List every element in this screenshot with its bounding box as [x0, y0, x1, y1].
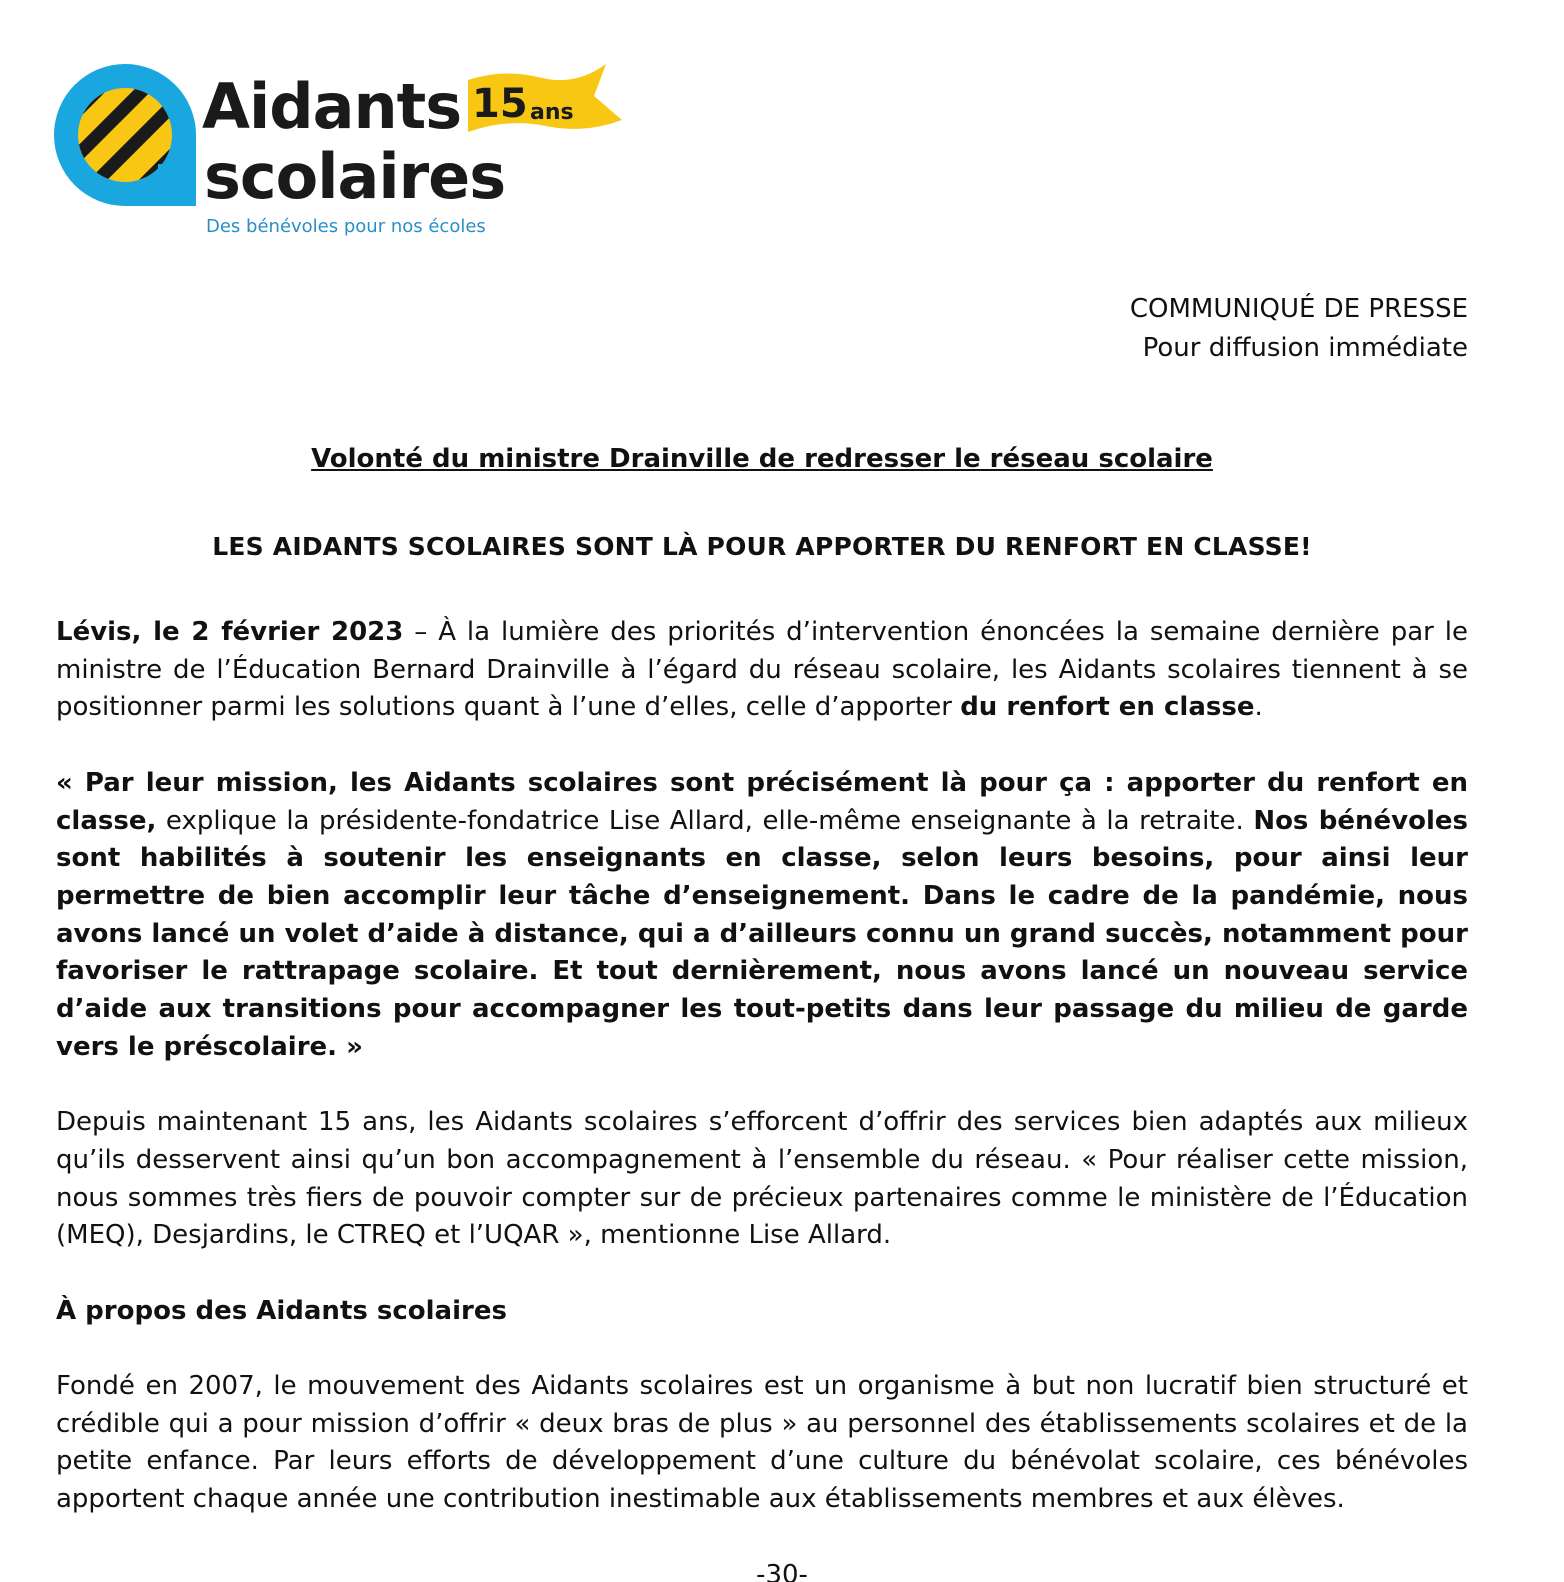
press-release-type: COMMUNIQUÉ DE PRESSE — [1129, 294, 1468, 324]
about-section-title: À propos des Aidants scolaires — [56, 1295, 507, 1326]
logo-word-aidants: Aidants — [202, 70, 462, 143]
press-release-embargo: Pour diffusion immédiate — [1142, 333, 1468, 363]
intro-text: – À la lumière des priorités d’intervention énoncées la semaine dernière par le ministre de l’Éducation Bernard Drainville à l’égard du réseau scolaire, les Aidants scolaires tiennent à se positionner parmi les solutions quant à l’une d’elles, celle d’apporter — [56, 617, 1468, 723]
headline: Volonté du ministre Drainville de redresser le réseau scolaire — [311, 444, 1213, 474]
dateline: Lévis, le 2 février 2023 — [56, 617, 404, 647]
logo-word-scolaires: scolaires — [204, 140, 506, 213]
article-body — [56, 614, 1468, 1557]
quote-attribution: explique la présidente-fondatrice Lise Allard, elle-même enseignante à la retraite. — [156, 805, 1254, 836]
paragraph-quote — [56, 765, 1468, 1067]
aidants-scolaires-logo — [54, 58, 634, 248]
logo-a-mark-icon — [54, 64, 196, 206]
quote-part-1: « Par leur mission, les Aidants scolaires sont précisément là pour ça : apporter du renfort en classe, — [56, 767, 1468, 836]
end-marker: -30- — [756, 1560, 808, 1582]
anniversary-unit: ans — [530, 100, 574, 125]
about-section-text: Fondé en 2007, le mouvement des Aidants scolaires est un organisme à but non lucratif bien structuré et crédible qui a pour mission d’offrir « deux bras de plus » au personnel des établissements scolaires et de la petite enfance. Par leurs efforts de développement d’une culture du bénévolat scolaire, ces bénévoles apportent chaque année une contribution inestimable aux établissements membres et aux élèves. — [56, 1371, 1468, 1515]
anniversary-number: 15 — [472, 81, 528, 127]
paragraph-partners: Depuis maintenant 15 ans, les Aidants scolaires s’efforcent d’offrir des services bien adaptés aux milieux qu’ils desservent ainsi qu’un bon accompagnement à l’ensemble du réseau. « Pour réaliser cette mission, nous sommes très fiers de pouvoir compter sur de précieux partenaires comme le ministère de l’Éducation (MEQ), Desjardins, le CTREQ et l’UQAR », mentionne Lise Allard. — [56, 1107, 1468, 1251]
quote-part-2: Nos bénévoles sont habilités à soutenir les enseignants en classe, selon leurs besoins, pour ainsi leur permettre de bien accomplir leur tâche d’enseignement. Dans le cadre de la pandémie, nous avons lancé un volet d’aide à distance, qui a d’ailleurs connu un grand succès, notamment pour favoriser le rattrapage scolaire. Et tout dernièrement, nous avons lancé un nouveau service d’aide aux transitions pour accompagner les tout-petits dans leur passage du milieu de garde vers le préscolaire. » — [56, 805, 1468, 1062]
logo-tagline: Des bénévoles pour nos écoles — [206, 216, 486, 237]
paragraph-intro — [56, 614, 1468, 727]
intro-period: . — [1254, 692, 1263, 723]
subheadline: LES AIDANTS SCOLAIRES SONT LÀ POUR APPORTER DU RENFORT EN CLASSE! — [212, 532, 1312, 561]
press-release-label — [1130, 290, 1468, 368]
intro-bold-phrase: du renfort en classe — [960, 692, 1255, 723]
